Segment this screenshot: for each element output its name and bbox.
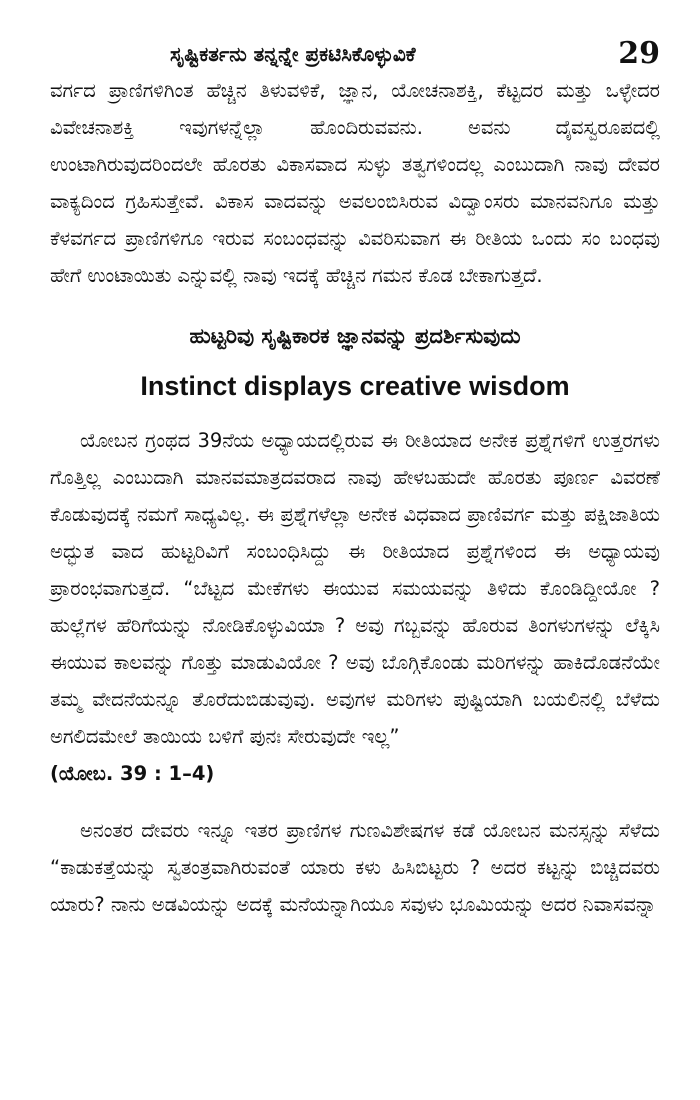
scripture-citation: (ಯೋಬ. 39 : 1–4) [50,762,215,785]
paragraph-3: ಅನಂತರ ದೇವರು ಇನ್ನೂ ಇತರ ಪ್ರಾಣಿಗಳ ಗುಣವಿಶೇಷಗಳ ಕಡೆ ಯೋಬನ ಮನಸ್ಸನ್ನು ಸೆಳೆದು “ಕಾಡುಕತ್ತೆಯನ್ನು ಸ್ವತಂತ್ರವಾಗಿರುವಂತೆ ಯಾರು ಕಳು ಹಿಸಿಬಿಟ್ಟರು ? ಅದರ ಕಟ್ಟನ್ನು ಬಿಚ್ಚಿದವರು ಯಾರು? ನಾನು ಅಡವಿಯನ್ನು ಅದಕ್ಕೆ ಮನೆಯನ್ನಾಗಿಯೂ ಸವುಳು ಭೂಮಿಯನ್ನು ಅದರ ನಿವಾಸವನ್ನಾ [50,819,660,916]
running-title: ಸೃಷ್ಟಿಕರ್ತನು ತನ್ನನ್ನೇ ಪ್ರಕಟಿಸಿಕೊಳ್ಳುವಿಕೆ [170,42,416,66]
section-heading-kannada: ಹುಟ್ಟರಿವು ಸೃಷ್ಟಿಕಾರಕ ಜ್ಞಾನವನ್ನು ಪ್ರದರ್ಶಿಸುವುದು [189,324,521,348]
paragraph-1: ವರ್ಗದ ಪ್ರಾಣಿಗಳಿಗಿಂತ ಹೆಚ್ಚಿನ ತಿಳುವಳಿಕೆ, ಜ್ಞಾನ, ಯೋಚನಾಶಕ್ತಿ, ಕೆಟ್ಟದರ ಮತ್ತು ಒಳ್ಳೇದರ ವಿವೇಚನಾಶಕ್ತಿ ಇವುಗಳನ್ನೆಲ್ಲಾ ಹೊಂದಿರುವವನು. ಅವನು ದೈವಸ್ವರೂಪದಲ್ಲಿ ಉಂಟಾಗಿರುವುದರಿಂದಲೇ ಹೊರತು ವಿಕಾಸವಾದ ಸುಳ್ಳು ತತ್ವಗಳಿಂದಲ್ಲ ಎಂಬುದಾಗಿ ನಾವು ದೇವರ ವಾಕ್ಯದಿಂದ ಗ್ರಹಿಸುತ್ತೇವೆ. ವಿಕಾಸ ವಾದವನ್ನು ಅವಲಂಬಿಸಿರುವ ವಿದ್ವಾಂಸರು ಮಾನವನಿಗೂ ಮತ್ತು ಕೆಳವರ್ಗದ ಪ್ರಾಣಿಗಳಿಗೂ ಇರುವ ಸಂಬಂಧವನ್ನು ವಿವರಿಸುವಾಗ ಈ ರೀತಿಯ ಒಂದು ಸಂ ಬಂಧವು ಹೇಗೆ ಉಂಟಾಯಿತು ಎನ್ನುವಲ್ಲಿ ನಾವು ಇದಕ್ಕೆ ಹೆಚ್ಚಿನ ಗಮನ ಕೊಡ ಬೇಕಾಗುತ್ತದೆ. [50,79,660,287]
running-header [50,0,660,70]
paragraph-2: ಯೋಬನ ಗ್ರಂಥದ 39ನೆಯ ಅಧ್ಯಾಯದಲ್ಲಿರುವ ಈ ರೀತಿಯಾದ ಅನೇಕ ಪ್ರಶ್ನೆಗಳಿಗೆ ಉತ್ತರಗಳು ಗೊತ್ತಿಲ್ಲ ಎಂಬುದಾಗಿ ಮಾನವಮಾತ್ರದವರಾದ ನಾವು ಹೇಳಬಹುದೇ ಹೊರತು ಪೂರ್ಣ ವಿವರಣೆ ಕೊಡುವುದಕ್ಕೆ ನಮಗೆ ಸಾಧ್ಯವಿಲ್ಲ. ಈ ಪ್ರಶ್ನೆಗಳೆಲ್ಲಾ ಅನೇಕ ವಿಧವಾದ ಪ್ರಾಣಿವರ್ಗ ಮತ್ತು ಪಕ್ಷಿಜಾತಿಯ ಅದ್ಭುತ ವಾದ ಹುಟ್ಟರಿವಿಗೆ ಸಂಬಂಧಿಸಿದ್ದು ಈ ರೀತಿಯಾದ ಪ್ರಶ್ನೆಗಳಿಂದ ಈ ಅಧ್ಯಾಯವು ಪ್ರಾರಂಭವಾಗುತ್ತದೆ. “ಬೆಟ್ಟದ ಮೇಕೆಗಳು ಈಯುವ ಸಮಯವನ್ನು ತಿಳಿದು ಕೊಂಡಿದ್ದೀಯೋ ? ಹುಲ್ಲೆಗಳ ಹೆರಿಗೆಯನ್ನು ನೋಡಿಕೊಳ್ಳುವಿಯಾ ? ಅವು ಗಬ್ಬವನ್ನು ಹೊರುವ ತಿಂಗಳುಗಳನ್ನು ಲೆಕ್ಕಿಸಿ ಈಯುವ ಕಾಲವನ್ನು ಗೊತ್ತು ಮಾಡುವಿಯೋ ? ಅವು ಬೊಗ್ಗಿಕೊಂಡು ಮರಿಗಳನ್ನು ಹಾಕಿದೊಡನೆಯೇ ತಮ್ಮ ವೇದನೆಯನ್ನೂ ತೊರೆದುಬಿಡುವುವು. ಅವುಗಳ ಮರಿಗಳು ಪುಷ್ಟಿಯಾಗಿ ಬಯಲಿನಲ್ಲಿ ಬೆಳೆದು ಅಗಲಿದಮೇಲೆ ತಾಯಿಯ ಬಳಿಗೆ ಪುನಃ ಸೇರುವುದೇ ಇಲ್ಲ” [50,429,660,748]
page-number: 29 [618,36,660,71]
section-heading-english: Instinct displays creative wisdom [140,371,570,401]
